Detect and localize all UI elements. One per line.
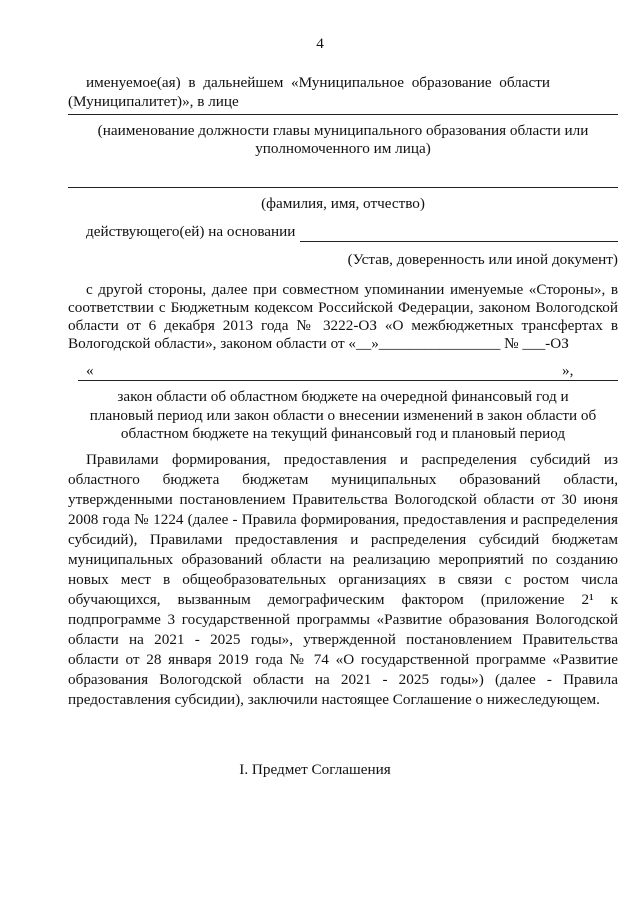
rules-line: Правилами формирования, предоставления и распределения субсидий из bbox=[86, 451, 618, 468]
page-number: 4 bbox=[316, 35, 324, 52]
rules-line: новых мест в общеобразовательных организациях в связи с ростом числа bbox=[68, 571, 618, 588]
parties-line4: Вологодской области», законом области от «__»________________ № ___-ОЗ bbox=[68, 335, 569, 352]
section-title: I. Предмет Соглашения bbox=[239, 761, 391, 778]
budget-law-line1: закон области об областном бюджете на очередной финансовый год и bbox=[117, 388, 569, 405]
quote-open: « bbox=[86, 362, 94, 379]
caption-basis: (Устав, доверенность или иной документ) bbox=[347, 251, 618, 268]
named-as-line1: именуемое(ая) в дальнейшем «Муниципальное образование области bbox=[86, 74, 550, 91]
caption-official-line2: уполномоченного им лица) bbox=[255, 140, 431, 157]
caption-fio: (фамилия, имя, отчество) bbox=[261, 195, 425, 212]
rules-line: области от 28 января 2019 года № 74 «О государственной программе «Развитие bbox=[68, 651, 618, 668]
blank-line-budget-law bbox=[78, 380, 618, 381]
rules-line: утвержденными постановлением Правительства Вологодской области от 30 июня bbox=[68, 491, 618, 508]
named-as-line2: (Муниципалитет)», в лице bbox=[68, 93, 239, 110]
blank-line-official bbox=[68, 114, 618, 115]
rules-line: образования Вологодской области на 2021 - 2025 годы») (далее - Правила bbox=[68, 671, 618, 688]
parties-line3: области от 6 декабря 2013 года № 3222-ОЗ «О межбюджетных трансфертах в bbox=[68, 317, 618, 334]
rules-line: 2008 года № 1224 (далее - Правила формирования, предоставления и распределения bbox=[68, 511, 618, 528]
rules-line: предоставления субсидии), заключили настоящее Соглашение о нижеследующем. bbox=[68, 691, 600, 708]
blank-line-basis bbox=[300, 241, 618, 242]
rules-line: субсидий), Правилами предоставления и распределения субсидий бюджетам bbox=[68, 531, 618, 548]
rules-line: подпрограмме 3 государственной программы «Развитие образования Вологодской bbox=[68, 611, 618, 628]
budget-law-line3: областном бюджете на текущий финансовый год и плановый период bbox=[120, 425, 566, 442]
rules-line: областного бюджета бюджетам муниципальных образований области, bbox=[68, 471, 618, 488]
acting-on-basis: действующего(ей) на основании bbox=[86, 223, 296, 240]
rules-line: области на 2021 - 2025 годы», утвержденной постановлением Правительства bbox=[68, 631, 618, 648]
parties-line2: соответствии с Бюджетным кодексом Российской Федерации, законом Вологодской bbox=[68, 299, 618, 316]
quote-close: », bbox=[562, 362, 574, 379]
budget-law-line2: плановый период или закон области о внесении изменений в закон области об bbox=[89, 407, 597, 424]
blank-line-fio bbox=[68, 187, 618, 188]
rules-line: обучающихся, вызванным демографическим фактором (приложение 2¹ к bbox=[68, 591, 618, 608]
rules-line: муниципальных образований области на реализацию мероприятий по созданию bbox=[68, 551, 618, 568]
caption-official-line1: (наименование должности главы муниципального образования области или bbox=[97, 122, 589, 139]
parties-line1: с другой стороны, далее при совместном упоминании именуемые «Стороны», в bbox=[86, 281, 618, 298]
